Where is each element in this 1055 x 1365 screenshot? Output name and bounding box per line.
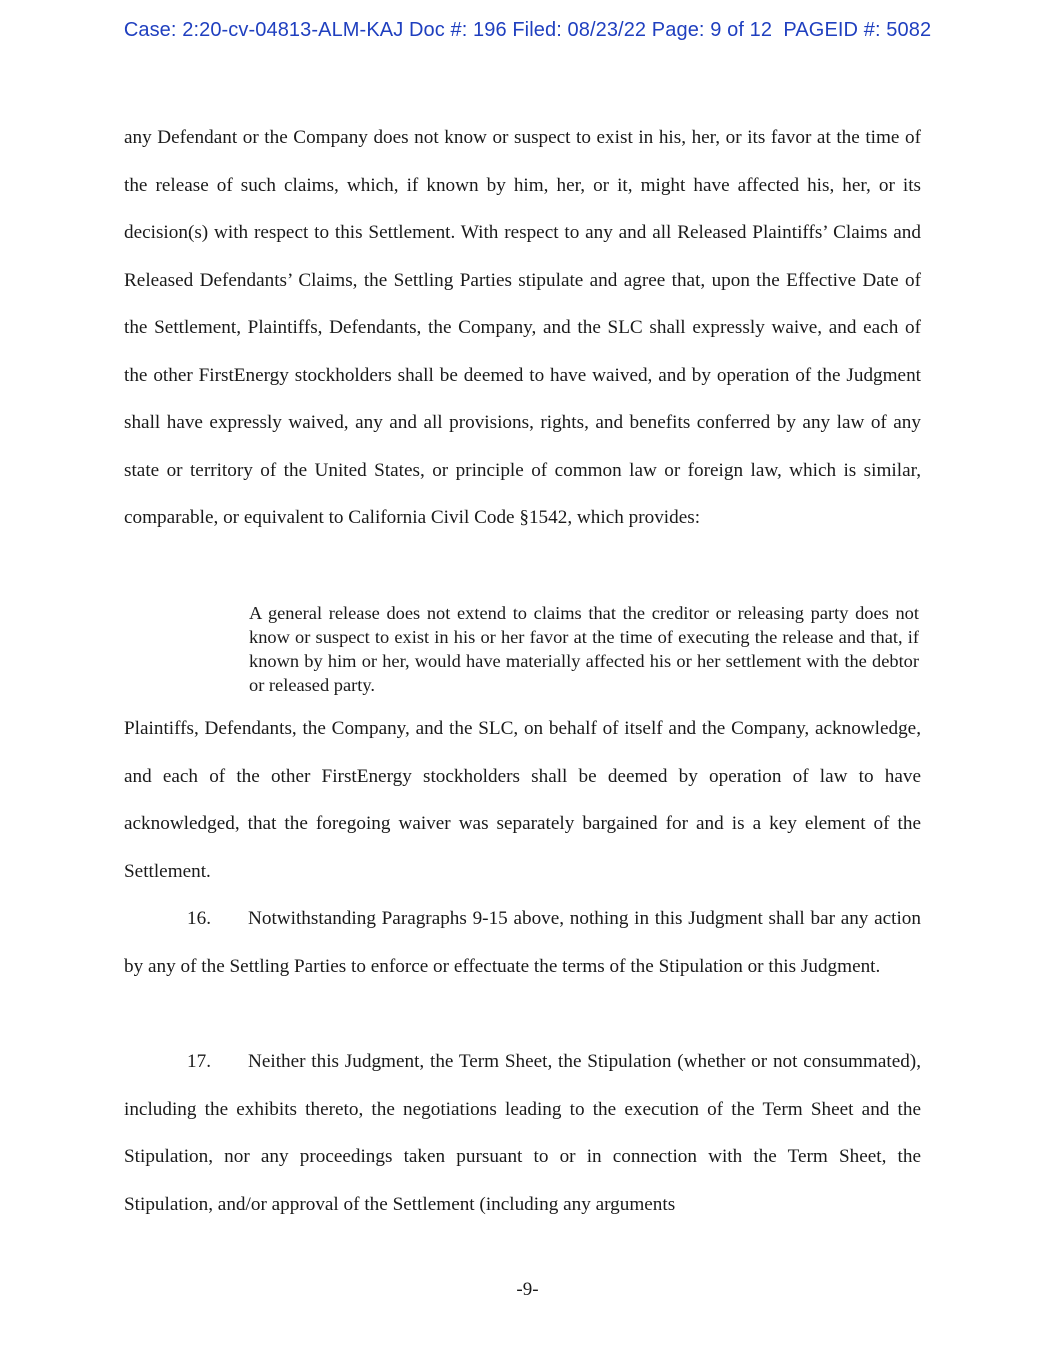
paragraph-16-number: 16.: [187, 908, 211, 929]
paragraph-16-text: Notwithstanding Paragraphs 9-15 above, nothing in this Judgment shall bar any action by any of the Settling Parties to enforce or effectuate the terms of the Stipulation or this Judgment.: [124, 908, 921, 977]
paragraph-acknowledge-waiver: Plaintiffs, Defendants, the Company, and the SLC, on behalf of itself and the Company, acknowledge, and each of the other FirstEnergy stockholders shall be deemed by operation of law to have acknowledged, that the foregoing waiver was separately bargained for and is a key element of the Settlement.: [124, 718, 921, 882]
paragraph-16: [124, 895, 921, 990]
block-quote-civil-code-1542: A general release does not extend to claims that the creditor or releasing party does not know or suspect to exist in his or her favor at the time of executing the release and that, if known by him or her, would have materially affected his or her settlement with the debtor or released party.: [249, 603, 919, 695]
page-number: -9-: [516, 1279, 539, 1300]
paragraph-release-continuation: any Defendant or the Company does not know or suspect to exist in his, her, or its favor at the time of the release of such claims, which, if known by him, her, or it, might have affected his, her, or its decision(s) with respect to this Settlement. With respect to any and all Released Plaintiffs’ Claims and Released Defendants’ Claims, the Settling Parties stipulate and agree that, upon the Effective Date of the Settlement, Plaintiffs, Defendants, the Company, and the SLC shall expressly waive, and each of the other FirstEnergy stockholders shall be deemed to have waived, and by operation of the Judgment shall have expressly waived, any and all provisions, rights, and benefits conferred by any law of any state or territory of the United States, or principle of common law or foreign law, which is similar, comparable, or equivalent to California Civil Code §1542, which provides:: [124, 127, 921, 528]
paragraph-17-text: Neither this Judgment, the Term Sheet, the Stipulation (whether or not consummated), including the exhibits thereto, the negotiations leading to the execution of the Term Sheet and the Stipulation, nor any proceedings taken pursuant to or in connection with the Term Sheet, the Stipulation, and/or approval of the Settlement (including any arguments: [124, 1051, 921, 1215]
paragraph-17-number: 17.: [187, 1051, 211, 1072]
paragraph-17: [124, 1038, 921, 1228]
case-header-stamp: Case: 2:20-cv-04813-ALM-KAJ Doc #: 196 Filed: 08/23/22 Page: 9 of 12 PAGEID #: 5082: [123, 19, 932, 41]
